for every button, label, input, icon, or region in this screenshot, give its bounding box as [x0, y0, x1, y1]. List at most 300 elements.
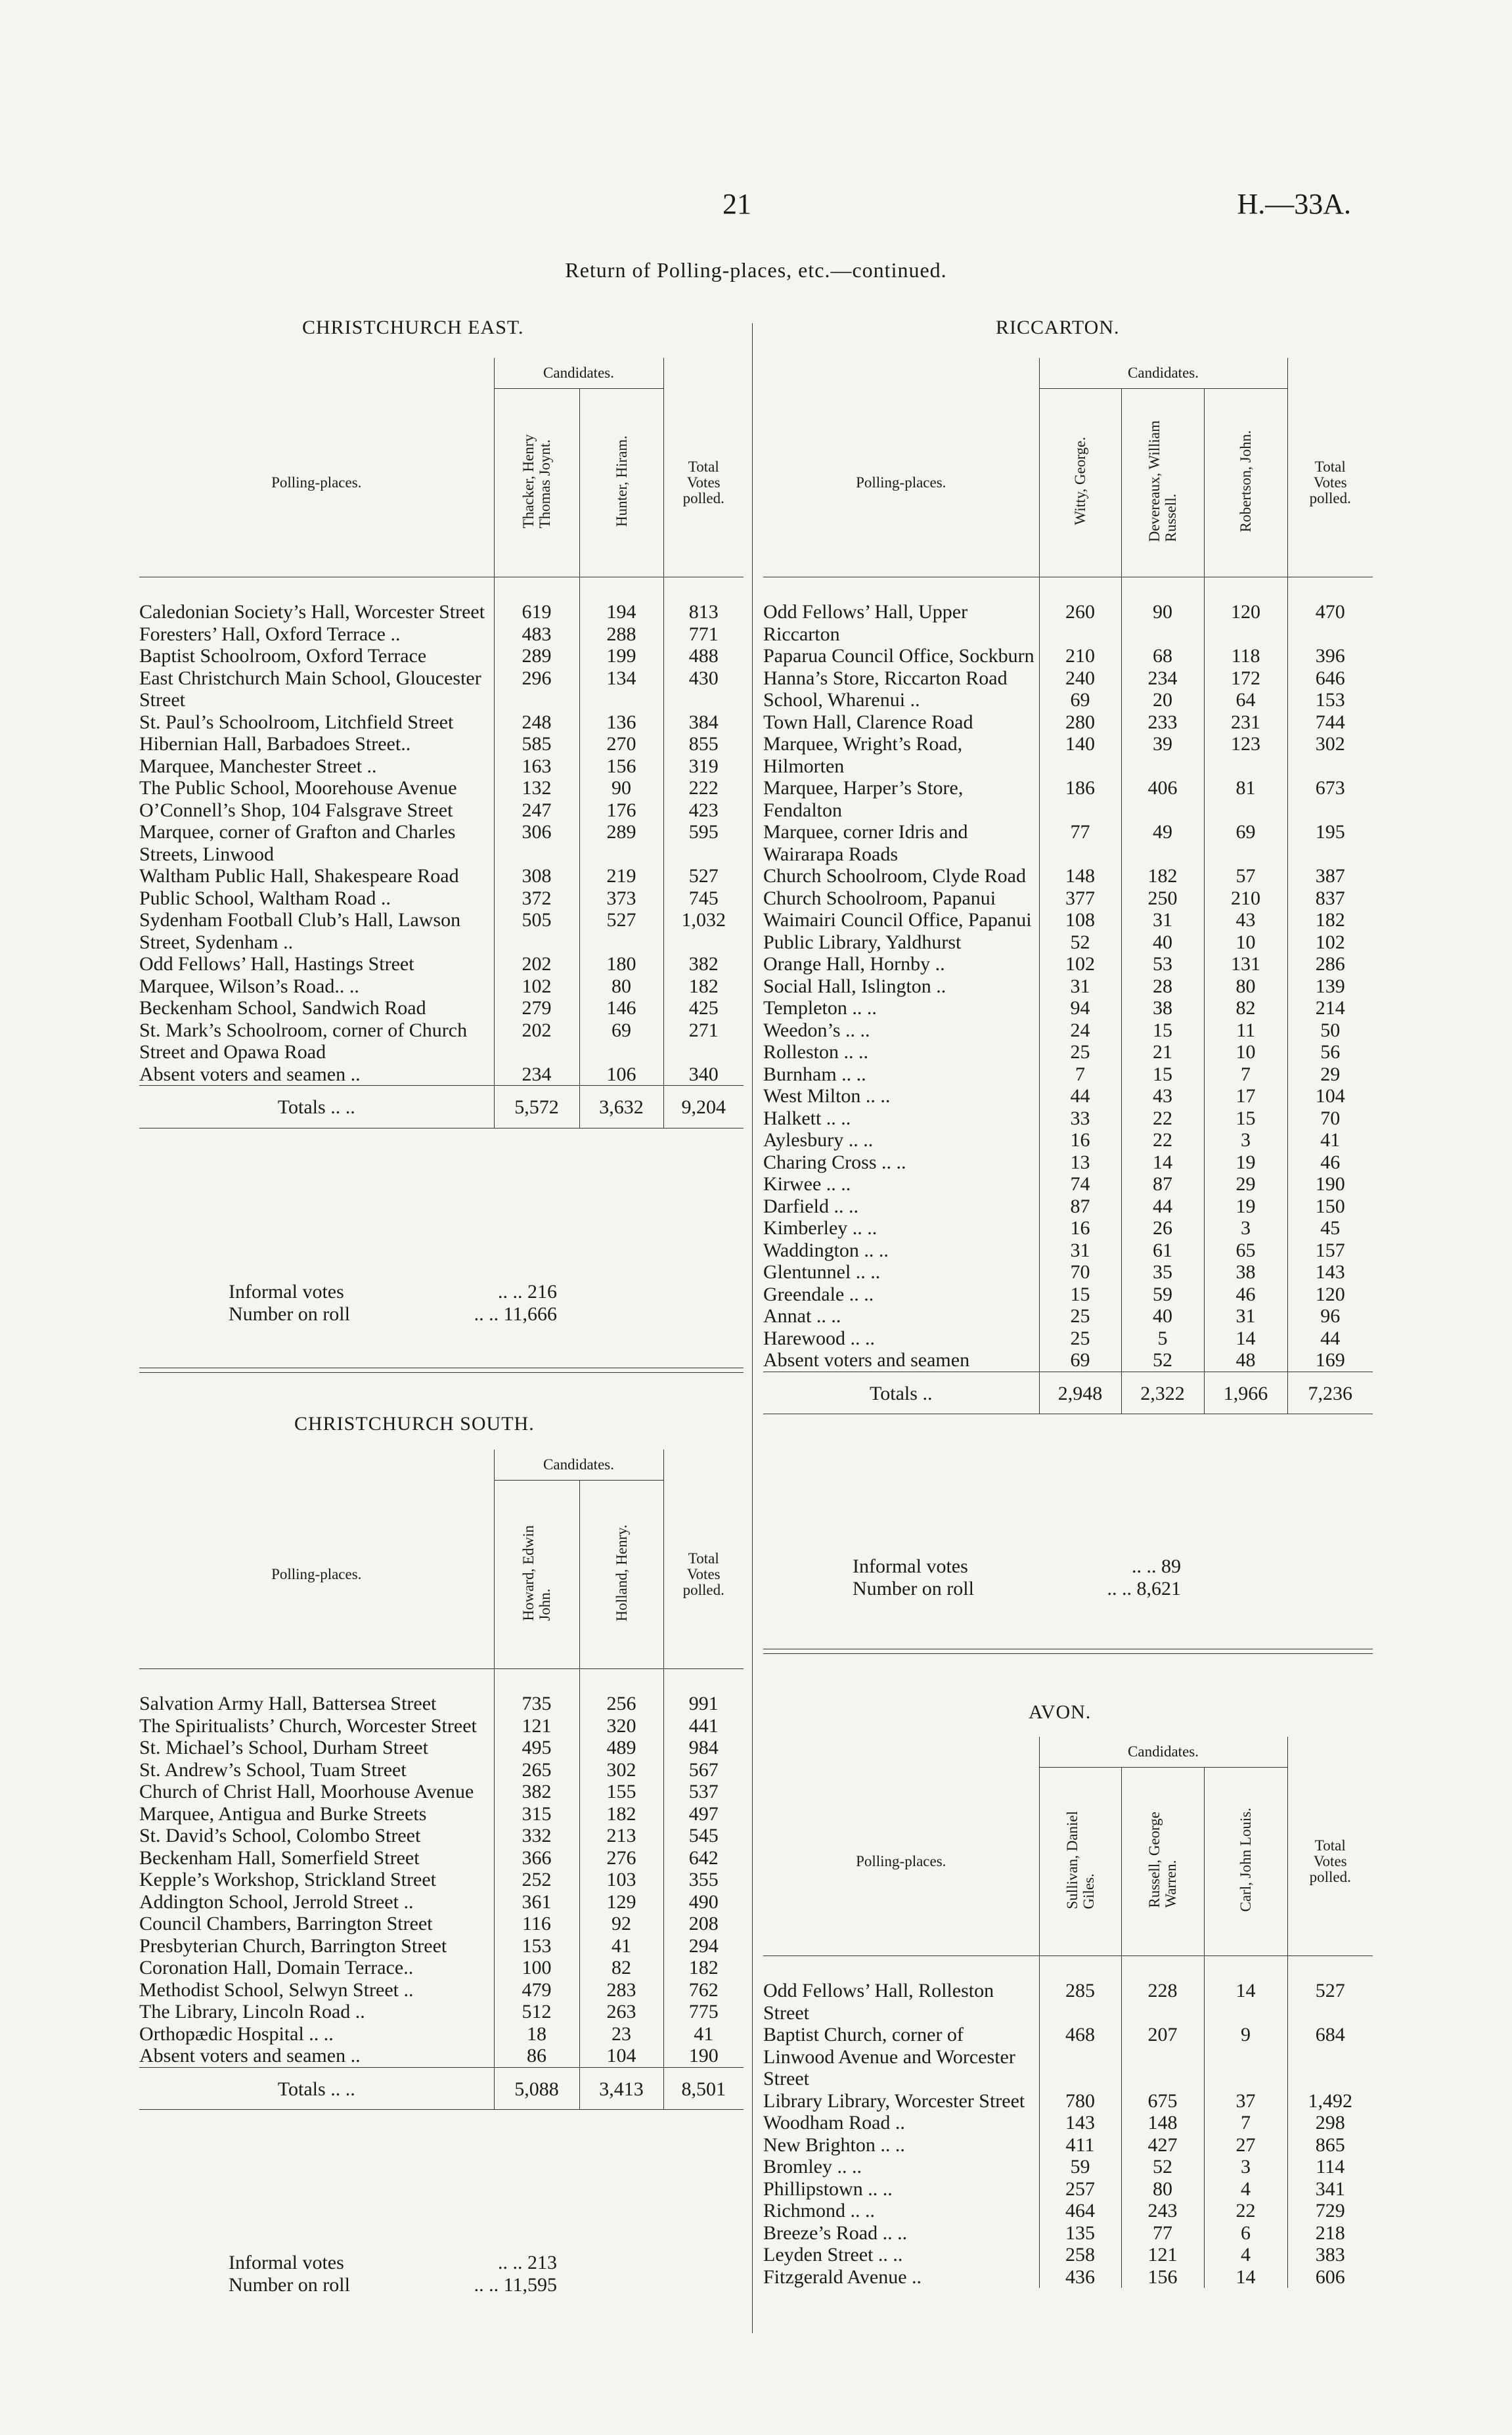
total-votes: 745	[663, 887, 744, 910]
candidate-2-votes: 289	[579, 821, 663, 865]
candidate-1-votes: 436	[1039, 2266, 1121, 2289]
candidate-3-votes: 37	[1204, 2090, 1287, 2112]
number-on-roll-value: .. .. 11,666	[474, 1303, 557, 1325]
candidate-1-votes: 77	[1039, 821, 1121, 865]
table-row	[763, 909, 1373, 931]
candidate-3-total: 1,966	[1204, 1372, 1287, 1414]
total-votes: 673	[1287, 777, 1373, 821]
polling-place-name: O’Connell’s Shop, 104 Falsgrave Street	[139, 799, 453, 821]
total-votes: 837	[1287, 887, 1373, 910]
total-votes-header: Total Votes polled.	[1287, 1768, 1373, 1956]
table-row	[763, 2112, 1373, 2134]
candidate-3-votes: 3	[1204, 1217, 1287, 1240]
polling-place-name: Church of Christ Hall, Moorhouse Avenue	[139, 1781, 474, 1802]
avon-table	[763, 1737, 1373, 2288]
table-row	[139, 733, 744, 755]
polling-place-name: Waddington .. ..	[763, 1239, 889, 1261]
candidate-1-votes: 382	[494, 1781, 579, 1803]
table-row	[763, 1063, 1373, 1086]
candidate-2-votes: 87	[1121, 1173, 1204, 1195]
table-row	[763, 1195, 1373, 1218]
polling-place-name: Hanna’s Store, Riccarton Road	[763, 667, 1008, 689]
polling-place-name: West Milton .. ..	[763, 1085, 891, 1107]
table-row	[763, 601, 1373, 645]
candidate-2-votes: 182	[579, 1803, 663, 1825]
table-row	[763, 689, 1373, 711]
informal-votes-label: Informal votes	[229, 1281, 344, 1303]
table-row	[763, 865, 1373, 887]
polling-place-name: Marquee, corner Idris and Wairarapa Roads	[763, 821, 968, 865]
grand-total: 8,501	[663, 2067, 744, 2110]
candidate-2-votes: 146	[579, 997, 663, 1019]
candidate-3-votes: 4	[1204, 2244, 1287, 2266]
informal-votes-label: Informal votes	[229, 2252, 344, 2273]
total-votes: 150	[1287, 1195, 1373, 1218]
polling-place-name: The Spiritualists’ Church, Worcester Street	[139, 1714, 477, 1737]
table-row	[139, 975, 744, 998]
candidate-3-votes: 9	[1204, 2024, 1287, 2090]
candidate-1-votes: 780	[1039, 2090, 1121, 2112]
polling-place-name: Absent voters and seamen ..	[139, 2045, 361, 2066]
candidate-1-votes: 31	[1039, 975, 1121, 998]
polling-place-name: Council Chambers, Barrington Street	[139, 1913, 433, 1934]
candidate-3-votes: 118	[1204, 645, 1287, 667]
candidate-3-votes: 10	[1204, 1041, 1287, 1063]
total-votes: 56	[1287, 1041, 1373, 1063]
candidate-2-total: 3,632	[579, 1086, 663, 1128]
table-row	[139, 1979, 744, 2001]
polling-place-name: Richmond .. ..	[763, 2200, 875, 2222]
section-separator	[139, 1368, 744, 1373]
total-votes: 984	[663, 1737, 744, 1759]
candidate-3-votes: 231	[1204, 711, 1287, 734]
totals-row	[139, 1086, 744, 1128]
candidate-2-votes: 41	[579, 1935, 663, 1957]
candidate-2-votes: 263	[579, 2001, 663, 2023]
candidate-name: Howard, Edwin John.	[520, 1525, 553, 1621]
candidate-2-votes: 406	[1121, 777, 1204, 821]
informal-votes-label: Informal votes	[853, 1555, 968, 1577]
polling-place-name: Social Hall, Islington ..	[763, 975, 946, 997]
candidate-3-votes: 81	[1204, 777, 1287, 821]
total-votes: 425	[663, 997, 744, 1019]
table-row	[763, 1349, 1373, 1372]
total-votes: 396	[1287, 645, 1373, 667]
header-blank	[763, 1737, 1039, 1768]
total-votes: 41	[1287, 1129, 1373, 1151]
column-divider	[752, 323, 753, 2333]
table-row	[139, 799, 744, 822]
total-votes: 46	[1287, 1151, 1373, 1174]
candidate-1-votes: 464	[1039, 2200, 1121, 2222]
total-votes: 1,032	[663, 909, 744, 953]
candidate-2-votes: 39	[1121, 733, 1204, 777]
total-votes: 387	[1287, 865, 1373, 887]
candidate-1-votes: 132	[494, 777, 579, 799]
candidate-3-votes: 131	[1204, 953, 1287, 975]
total-votes: 383	[1287, 2244, 1373, 2266]
totals-label: Totals .. ..	[139, 1086, 494, 1128]
total-votes: 340	[663, 1063, 744, 1086]
header-blank	[663, 358, 744, 389]
number-on-roll-label: Number on roll	[853, 1578, 974, 1599]
candidate-2-votes: 427	[1121, 2134, 1204, 2156]
total-votes: 114	[1287, 2156, 1373, 2178]
table-row	[139, 1693, 744, 1715]
candidate-2-votes: 250	[1121, 887, 1204, 910]
table-row	[763, 1085, 1373, 1107]
candidate-2-votes: 527	[579, 909, 663, 953]
candidate-3-votes: 15	[1204, 1107, 1287, 1130]
table-row	[139, 1957, 744, 1979]
candidate-3-votes: 10	[1204, 931, 1287, 954]
table-row	[139, 777, 744, 799]
polling-place-name: Paparua Council Office, Sockburn	[763, 645, 1034, 667]
candidate-2-votes: 26	[1121, 1217, 1204, 1240]
table-row	[139, 623, 744, 646]
polling-place-name: Presbyterian Church, Barrington Street	[139, 1934, 447, 1957]
polling-place-name: Orthopædic Hospital .. ..	[139, 2022, 334, 2045]
candidate-1-votes: 44	[1039, 1085, 1121, 1107]
candidate-1-header	[494, 389, 579, 577]
candidate-3-votes: 65	[1204, 1240, 1287, 1262]
candidate-3-votes: 43	[1204, 909, 1287, 931]
polling-place-name: School, Wharenui ..	[763, 689, 920, 711]
total-votes: 545	[663, 1825, 744, 1847]
candidate-2-votes: 156	[1121, 2266, 1204, 2289]
candidate-1-votes: 202	[494, 953, 579, 975]
christchurch-south-summary	[229, 2252, 557, 2296]
candidate-1-header	[494, 1481, 579, 1669]
total-votes: 153	[1287, 689, 1373, 711]
candidate-name: Carl, John Louis.	[1237, 1808, 1254, 1912]
number-on-roll-label: Number on roll	[229, 1303, 350, 1325]
candidate-2-votes: 104	[579, 2045, 663, 2067]
polling-place-name: Kepple’s Workshop, Strickland Street	[139, 1869, 436, 1890]
table-row	[139, 1715, 744, 1737]
total-votes: 527	[663, 865, 744, 887]
candidate-3-votes: 46	[1204, 1284, 1287, 1306]
polling-place-name: Town Hall, Clarence Road	[763, 711, 973, 733]
table-row	[139, 2045, 744, 2067]
table-row	[139, 1063, 744, 1086]
polling-place-name: Beckenham Hall, Somerfield Street	[139, 1846, 420, 1869]
table-row	[139, 1891, 744, 1913]
header-blank	[139, 1450, 494, 1481]
candidate-1-total: 5,088	[494, 2067, 579, 2110]
candidate-1-votes: 18	[494, 2023, 579, 2045]
candidate-1-votes: 140	[1039, 733, 1121, 777]
candidate-1-votes: 285	[1039, 1980, 1121, 2024]
header-blank	[663, 1450, 744, 1481]
table-row	[139, 1781, 744, 1803]
candidate-1-votes: 252	[494, 1869, 579, 1891]
candidate-2-votes: 35	[1121, 1261, 1204, 1284]
total-votes: 50	[1287, 1019, 1373, 1042]
candidate-1-votes: 479	[494, 1979, 579, 2001]
total-votes: 775	[663, 2001, 744, 2023]
candidate-2-votes: 80	[1121, 2178, 1204, 2200]
table-row	[763, 2222, 1373, 2245]
candidate-2-votes: 15	[1121, 1063, 1204, 1086]
table-row	[763, 887, 1373, 910]
candidate-2-votes: 21	[1121, 1041, 1204, 1063]
table-row	[139, 865, 744, 887]
candidate-3-votes: 7	[1204, 1063, 1287, 1086]
table-row	[139, 909, 744, 953]
candidate-2-votes: 180	[579, 953, 663, 975]
candidate-2-votes: 283	[579, 1979, 663, 2001]
table-row	[139, 755, 744, 778]
candidate-1-votes: 13	[1039, 1151, 1121, 1174]
candidate-name: Hunter, Hiram.	[613, 436, 630, 527]
candidate-1-votes: 186	[1039, 777, 1121, 821]
number-on-roll-value: .. .. 8,621	[1107, 1578, 1181, 1599]
candidate-2-votes: 80	[579, 975, 663, 998]
total-votes: 182	[663, 1957, 744, 1979]
table-row	[763, 777, 1373, 821]
candidate-2-votes: 15	[1121, 1019, 1204, 1042]
candidates-header: Candidates.	[494, 1450, 663, 1481]
table-row	[763, 997, 1373, 1019]
table-row	[763, 2200, 1373, 2222]
table-row	[139, 1913, 744, 1935]
candidate-1-votes: 59	[1039, 2156, 1121, 2178]
candidate-1-votes: 512	[494, 2001, 579, 2023]
total-votes: 537	[663, 1781, 744, 1803]
polling-place-name: Absent voters and seamen ..	[139, 1063, 361, 1085]
table-row	[139, 667, 744, 711]
table-row	[763, 1261, 1373, 1284]
total-votes: 190	[1287, 1173, 1373, 1195]
candidate-1-votes: 315	[494, 1803, 579, 1825]
polling-place-name: Kirwee .. ..	[763, 1173, 851, 1195]
candidate-1-votes: 74	[1039, 1173, 1121, 1195]
polling-place-name: Marquee, corner of Grafton and Charles Streets, Linwood	[139, 821, 456, 865]
candidate-2-header	[1121, 1768, 1204, 1956]
polling-place-name: Sydenham Football Club’s Hall, Lawson Street, Sydenham ..	[139, 909, 461, 953]
candidate-2-votes: 219	[579, 865, 663, 887]
table-row	[139, 821, 744, 865]
candidate-3-header	[1204, 1768, 1287, 1956]
total-votes: 384	[663, 711, 744, 734]
table-row	[139, 887, 744, 910]
candidate-1-votes: 585	[494, 733, 579, 755]
candidate-3-votes: 80	[1204, 975, 1287, 998]
candidate-1-votes: 94	[1039, 997, 1121, 1019]
candidate-1-votes: 148	[1039, 865, 1121, 887]
polling-place-name: Leyden Street .. ..	[763, 2244, 903, 2266]
candidate-2-header	[579, 1481, 663, 1669]
header-blank	[1287, 1737, 1373, 1768]
riccarton-table	[763, 358, 1373, 1414]
candidate-2-votes: 288	[579, 623, 663, 646]
christchurch-east-table	[139, 358, 744, 1128]
candidate-2-votes: 44	[1121, 1195, 1204, 1218]
candidate-2-votes: 213	[579, 1825, 663, 1847]
total-votes: 729	[1287, 2200, 1373, 2222]
table-row	[763, 1151, 1373, 1174]
total-votes: 744	[1287, 711, 1373, 734]
candidate-2-votes: 52	[1121, 1349, 1204, 1372]
table-row	[763, 931, 1373, 954]
candidate-name: Robertson, John.	[1237, 430, 1254, 533]
candidate-2-votes: 68	[1121, 645, 1204, 667]
candidate-2-votes: 40	[1121, 931, 1204, 954]
polling-place-name: Church Schoolroom, Papanui	[763, 887, 996, 909]
table-row	[763, 2156, 1373, 2178]
total-votes: 29	[1287, 1063, 1373, 1086]
document-reference: H.—33A.	[1237, 188, 1351, 220]
document-subtitle: Return of Polling-places, etc.—continued.	[565, 258, 947, 282]
candidate-1-votes: 69	[1039, 689, 1121, 711]
polling-place-name: St. David’s School, Colombo Street	[139, 1825, 421, 1846]
candidate-2-votes: 155	[579, 1781, 663, 1803]
total-votes-header: Total Votes polled.	[663, 1481, 744, 1669]
polling-place-name: St. Andrew’s School, Tuam Street	[139, 1758, 407, 1781]
header-blank	[763, 358, 1039, 389]
polling-place-name: Beckenham School, Sandwich Road	[139, 997, 426, 1019]
polling-place-name: Addington School, Jerrold Street ..	[139, 1890, 414, 1913]
totals-row	[139, 2067, 744, 2110]
table-row	[763, 711, 1373, 734]
polling-place-name: Baptist Church, corner of Linwood Avenue and Worcester Street	[763, 2024, 1015, 2089]
polling-place-name: Charing Cross .. ..	[763, 1151, 906, 1173]
candidate-3-votes: 14	[1204, 2266, 1287, 2289]
polling-place-name: Odd Fellows’ Hall, Hastings Street	[139, 953, 414, 975]
table-row	[139, 645, 744, 667]
polling-place-name: Waltham Public Hall, Shakespeare Road	[139, 865, 459, 887]
candidate-2-votes: 176	[579, 799, 663, 822]
polling-place-name: St. Michael’s School, Durham Street	[139, 1737, 428, 1758]
candidate-1-votes: 372	[494, 887, 579, 910]
polling-place-name: The Library, Lincoln Road ..	[139, 2001, 365, 2022]
candidate-2-votes: 22	[1121, 1107, 1204, 1130]
candidate-2-votes: 31	[1121, 909, 1204, 931]
candidate-2-votes: 276	[579, 1847, 663, 1869]
polling-place-name: Halkett .. ..	[763, 1107, 851, 1129]
candidate-1-votes: 31	[1039, 1240, 1121, 1262]
polling-place-name: St. Paul’s Schoolroom, Litchfield Street	[139, 711, 454, 733]
candidate-2-votes: 5	[1121, 1328, 1204, 1350]
candidate-1-votes: 308	[494, 865, 579, 887]
total-votes: 527	[1287, 1980, 1373, 2024]
candidate-3-votes: 69	[1204, 821, 1287, 865]
candidates-header: Candidates.	[1039, 1737, 1287, 1768]
candidate-1-votes: 86	[494, 2045, 579, 2067]
polling-place-name: Methodist School, Selwyn Street ..	[139, 1978, 414, 2001]
table-row	[763, 645, 1373, 667]
candidate-1-votes: 15	[1039, 1284, 1121, 1306]
table-row	[763, 1240, 1373, 1262]
polling-place-name: Woodham Road ..	[763, 2112, 905, 2133]
candidate-1-votes: 289	[494, 645, 579, 667]
informal-votes-value: .. .. 89	[1132, 1555, 1181, 1577]
candidate-1-votes: 247	[494, 799, 579, 822]
polling-place-name: Aylesbury .. ..	[763, 1129, 874, 1151]
candidate-1-votes: 483	[494, 623, 579, 646]
table-row	[139, 2023, 744, 2045]
candidate-2-votes: 320	[579, 1715, 663, 1737]
candidate-2-votes: 20	[1121, 689, 1204, 711]
candidate-3-votes: 11	[1204, 1019, 1287, 1042]
polling-place-name: Glentunnel .. ..	[763, 1261, 881, 1283]
candidate-name: Russell, George Warren.	[1146, 1812, 1179, 1908]
candidate-3-votes: 82	[1204, 997, 1287, 1019]
grand-total: 7,236	[1287, 1372, 1373, 1414]
table-row	[763, 2090, 1373, 2112]
table-row	[763, 1305, 1373, 1328]
candidate-2-votes: 49	[1121, 821, 1204, 865]
candidate-name: Devereaux, William Russell.	[1146, 420, 1179, 543]
table-row	[763, 975, 1373, 998]
candidate-1-votes: 102	[1039, 953, 1121, 975]
candidate-1-votes: 24	[1039, 1019, 1121, 1042]
polling-place-name: Marquee, Harper’s Store, Fendalton	[763, 777, 964, 821]
total-votes: 771	[663, 623, 744, 646]
candidate-1-votes: 52	[1039, 931, 1121, 954]
polling-place-name: Darfield .. ..	[763, 1195, 858, 1217]
total-votes: 139	[1287, 975, 1373, 998]
candidate-3-votes: 22	[1204, 2200, 1287, 2222]
candidate-2-votes: 136	[579, 711, 663, 734]
candidate-2-votes: 53	[1121, 953, 1204, 975]
candidate-1-votes: 210	[1039, 645, 1121, 667]
table-row	[763, 2244, 1373, 2266]
candidate-2-votes: 373	[579, 887, 663, 910]
candidate-1-votes: 16	[1039, 1129, 1121, 1151]
candidate-2-votes: 52	[1121, 2156, 1204, 2178]
christchurch-south-title: CHRISTCHURCH SOUTH.	[294, 1413, 535, 1435]
candidate-1-votes: 163	[494, 755, 579, 778]
total-votes: 430	[663, 667, 744, 711]
total-votes: 271	[663, 1019, 744, 1063]
candidate-2-votes: 302	[579, 1759, 663, 1781]
candidate-2-votes: 40	[1121, 1305, 1204, 1328]
candidate-2-votes: 148	[1121, 2112, 1204, 2134]
total-votes: 195	[1287, 821, 1373, 865]
candidate-2-votes: 228	[1121, 1980, 1204, 2024]
candidate-2-votes: 61	[1121, 1240, 1204, 1262]
candidate-1-votes: 33	[1039, 1107, 1121, 1130]
candidate-1-votes: 108	[1039, 909, 1121, 931]
table-row	[139, 1869, 744, 1891]
candidate-3-votes: 31	[1204, 1305, 1287, 1328]
candidate-3-votes: 14	[1204, 1328, 1287, 1350]
table-row	[139, 997, 744, 1019]
candidate-2-votes: 77	[1121, 2222, 1204, 2245]
candidate-1-header	[1039, 389, 1121, 577]
candidate-3-votes: 3	[1204, 2156, 1287, 2178]
candidate-1-votes: 25	[1039, 1041, 1121, 1063]
total-votes: 382	[663, 953, 744, 975]
candidate-3-votes: 4	[1204, 2178, 1287, 2200]
total-votes: 41	[663, 2023, 744, 2045]
total-votes: 341	[1287, 2178, 1373, 2200]
candidate-3-votes: 3	[1204, 1129, 1287, 1151]
candidate-3-votes: 123	[1204, 733, 1287, 777]
polling-place-name: Caledonian Society’s Hall, Worcester Street	[139, 601, 485, 623]
total-votes: 182	[663, 975, 744, 998]
table-row	[763, 1129, 1373, 1151]
table-row	[763, 733, 1373, 777]
candidate-1-votes: 7	[1039, 1063, 1121, 1086]
polling-place-name: Waimairi Council Office, Papanui	[763, 909, 1032, 931]
polling-place-name: Rolleston .. ..	[763, 1041, 869, 1063]
candidate-3-votes: 7	[1204, 2112, 1287, 2134]
total-votes: 606	[1287, 2266, 1373, 2289]
grand-total: 9,204	[663, 1086, 744, 1128]
